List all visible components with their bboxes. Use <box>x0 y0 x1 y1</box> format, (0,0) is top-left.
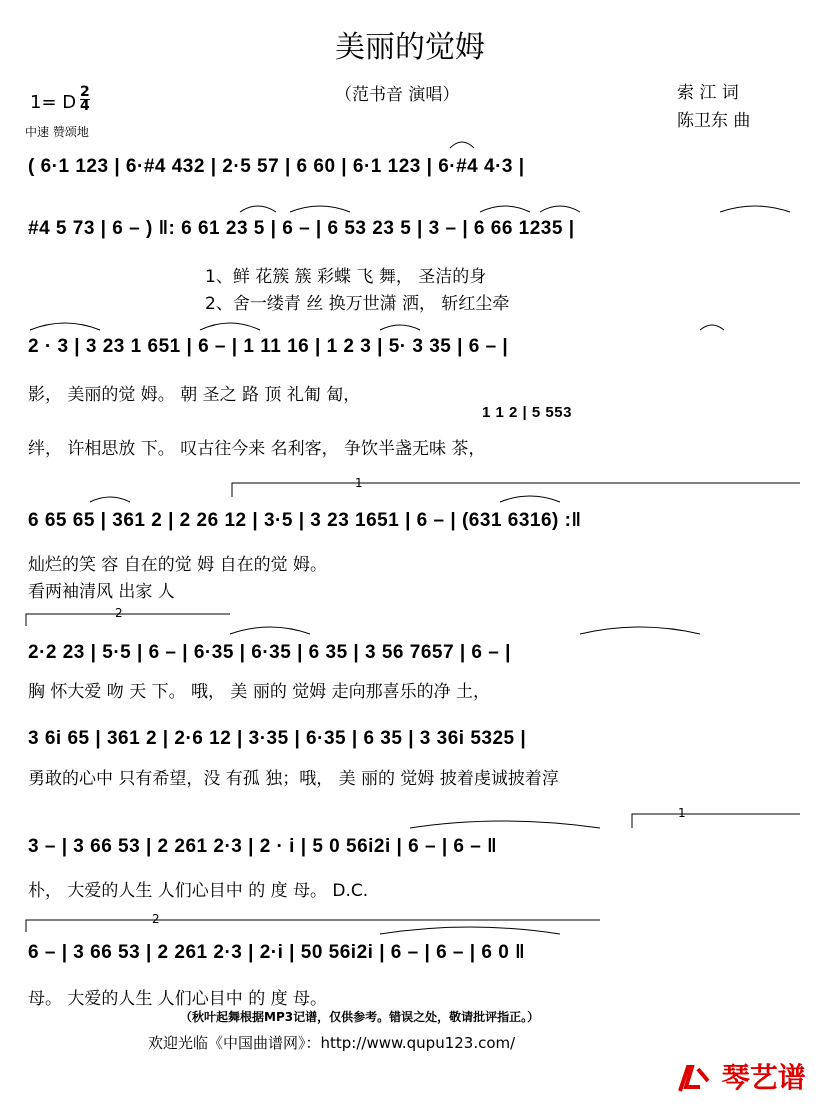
notation-row-3: 2 · 3 | 3 23 1 651 | 6 – | 1 11 16 | 1 2 3 | 5· 3 35 | 6 – | <box>28 336 509 357</box>
lyric-row-6: 勇敢的心中 只有希望，没 有孤 独；哦， 美 丽的 觉姆 披着虔诚披着淳 <box>28 769 559 789</box>
lyric-row-2-verse-2: 2、舍一缕青 丝 换万世潇 洒， 斩红尘牵 <box>205 294 510 314</box>
tie-row-8 <box>380 927 560 934</box>
notation-row-6: 3 6i 65 | 361 2 | 2·6 12 | 3·35 | 6·35 | 6 35 | 3 36i 5325 | <box>28 728 527 749</box>
notation-row-8: 6 – | 3 66 53 | 2 261 2·3 | 2·i | 50 56i2i | 6 – | 6 – | 6 0 ‖ <box>28 942 526 963</box>
time-signature-top: 2 <box>80 84 90 100</box>
lyric-row-3-verse-1: 影， 美丽的觉 姆。 朝 圣之 路 顶 礼匍 匐， <box>28 385 361 405</box>
lyric-row-4-verse-2: 看两袖清风 出家 人 <box>28 582 175 602</box>
alternate-notation-row-3: 1 1 2 | 5 553 <box>482 404 572 421</box>
volta-2-label-row-5: 2 <box>115 606 123 620</box>
lyric-row-5: 胸 怀大爱 吻 天 下。 哦， 美 丽的 觉姆 走向那喜乐的净 土， <box>28 682 491 702</box>
performer-subtitle: （范书音 演唱） <box>335 85 460 105</box>
slur-row-4-b <box>500 496 560 502</box>
song-title: 美丽的觉姆 <box>335 30 485 65</box>
slur-row-2-a <box>240 206 276 212</box>
notation-row-4: 6 65 65 | 361 2 | 2 26 12 | 3·5 | 3 23 1651 | 6 – | (631 6316) :‖ <box>28 510 582 531</box>
slur-row-2-b <box>290 206 350 212</box>
tie-row-7 <box>410 821 600 828</box>
tie-row-3-a <box>30 323 100 330</box>
lyric-row-8: 母。 大爱的人生 人们心目中 的 度 母。 <box>28 989 328 1009</box>
website-credit: 欢迎光临《中国曲谱网》：http://www.qupu123.com/ <box>148 1034 516 1052</box>
notation-row-7: 3 – | 3 66 53 | 2 261 2·3 | 2 · i | 5 0 56i2i | 6 – | 6 – ‖ <box>28 836 498 857</box>
volta-bracket-1-row-4 <box>232 483 800 497</box>
key-signature: 1= D <box>30 92 77 113</box>
slur-row-5-b <box>580 627 700 634</box>
slur-row-3-b <box>200 323 260 330</box>
lyric-row-4-verse-1: 灿烂的笑 容 自在的觉 姆 自在的觉 姆。 <box>28 555 328 575</box>
lyric-row-3-verse-2: 绊， 许相思放 下。 叹古往今来 名利客， 争饮半盏无味 茶， <box>28 439 486 459</box>
notation-row-1: ( 6·1 123 | 6·#4 432 | 2·5 57 | 6 60 | 6·1 123 | 6·#4 4·3 | <box>28 156 525 177</box>
slur-row-3-c <box>380 325 420 330</box>
slur-row-3-d <box>700 325 724 330</box>
transcription-note: （秋叶起舞根据MP3记谱，仅供参考。错误之处，敬请批评指正。） <box>180 1010 540 1024</box>
lyric-row-2-verse-1: 1、鲜 花簇 簇 彩蝶 飞 舞， 圣洁的身 <box>205 267 487 287</box>
tie-row-5-a <box>230 627 310 634</box>
volta-bracket-2-row-8 <box>26 920 600 932</box>
slur-row-2-d <box>540 206 580 212</box>
tie-row-1 <box>450 142 474 148</box>
lyricist-credit: 索 江 词 <box>677 83 739 103</box>
slur-row-4-a <box>90 497 130 502</box>
volta-2-label-row-8: 2 <box>152 912 160 926</box>
time-signature-bottom: 4 <box>80 98 90 114</box>
slur-row-2-e <box>720 206 790 212</box>
volta-1-label-row-4: 1 <box>355 476 363 490</box>
site-logo-text: 琴艺谱 <box>721 1061 806 1094</box>
tempo-marking: 中速 赞颂地 <box>25 125 89 139</box>
notation-row-5: 2·2 23 | 5·5 | 6 – | 6·35 | 6·35 | 6 35 | 3 56 7657 | 6 – | <box>28 642 511 663</box>
volta-1-label-row-7: 1 <box>678 806 686 820</box>
lyric-row-7: 朴， 大爱的人生 人们心目中 的 度 母。 D.C. <box>28 881 369 901</box>
slur-row-2-c <box>480 206 530 212</box>
volta-bracket-2-row-5 <box>26 614 230 626</box>
volta-bracket-1-row-7 <box>632 814 800 828</box>
notation-row-2: #4 5 73 | 6 – ) ‖: 6 61 23 5 | 6 – | 6 53 23 5 | 3 – | 6 66 1235 | <box>28 218 575 239</box>
composer-credit: 陈卫东 曲 <box>677 111 751 131</box>
